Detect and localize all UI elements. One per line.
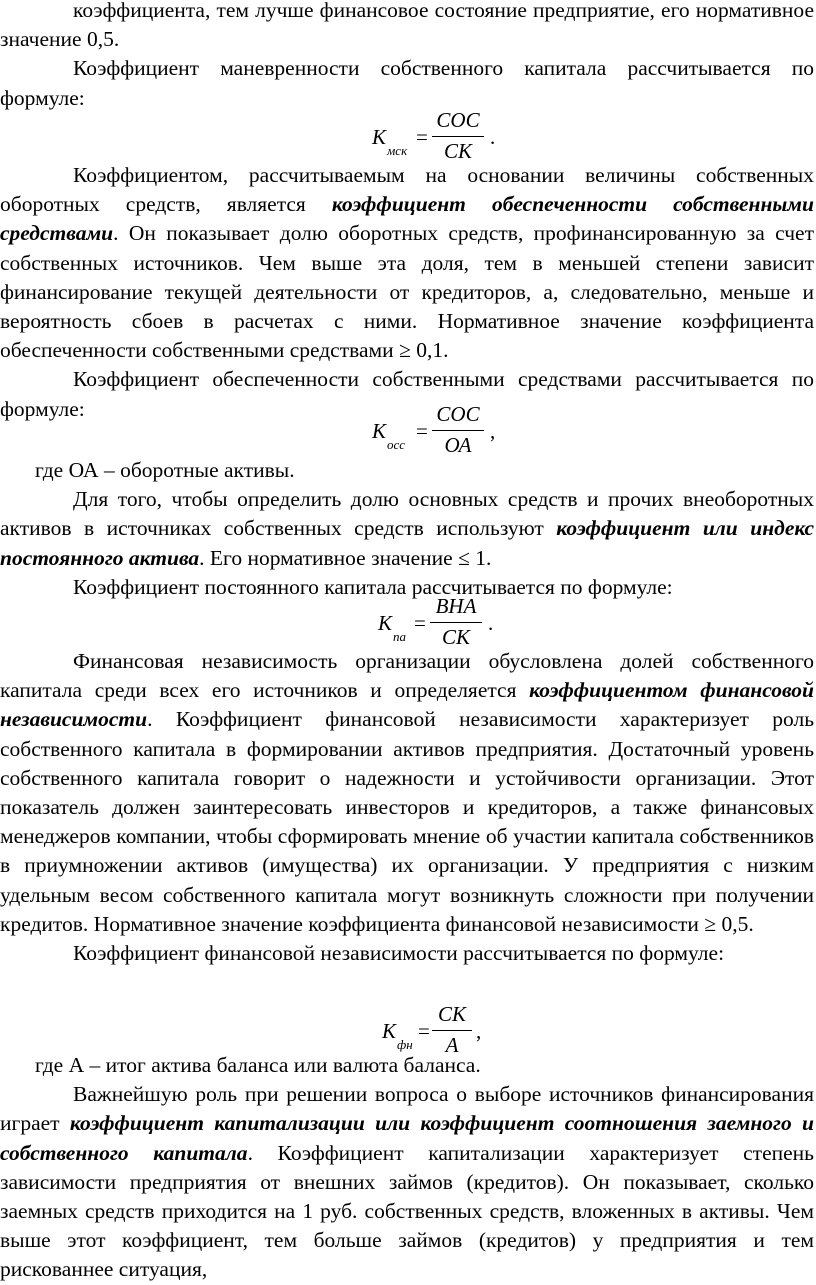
formula-numerator: ВНА [435,594,477,618]
formula-punctuation: , [476,1019,482,1043]
formula-equals: = [418,1019,430,1043]
formula-symbol: К [378,611,392,635]
formula-punctuation: . [488,611,494,635]
formula-numerator: СОС [436,402,480,426]
formula-punctuation: , [490,419,496,443]
paragraph-capitalization: Важнейшую роль при решении вопроса о выборе источников финансирования играет коэффициент капитализации или коэффициент соотношения заемного и собственного капитала. Коэффициент капитализации характеризует степень зависимости предприятия от внешних займов (кредитов). Он показывает, сколько заемных средств приходится на 1 руб. собственных средств, вложенных в активы. Чем выше этот коэффициент, тем больше займов (кредитов) у предприятия и тем рискованнее ситуация, [0,1082,814,1282]
term-permanent-asset: коэффициент или индекс постоянного актива [0,516,814,570]
text-block-4 [0,647,814,968]
formula-symbol: К [372,419,386,443]
text-block-3 [0,456,814,602]
formula-punctuation: . [490,125,496,149]
formula-equals: = [416,125,428,149]
paragraph-maneuverability-intro: Коэффициент маневренности собственного капитала рассчитывается по формуле: [0,56,814,110]
text-block-1 [0,0,814,113]
term-security-ratio: коэффициент обеспеченности собственными средствами [0,192,814,246]
formula-symbol: К [382,1019,396,1043]
paragraph-security-ratio: Коэффициентом, рассчитываемым на основании величины собственных оборотных средств, является коэффициент обеспеченности собственными средствами. Он показывает долю оборотных средств, профинансированную за счет собственных источников. Чем выше эта доля, тем в меньшей степени зависит финансирование текущей деятельности от кредиторов, а, следовательно, меньше и вероятность сбоев в расчетах с ними. Нормативное значение коэффициента обеспеченности собственными средствами ≥ 0,1. [0,163,814,363]
formula-equals: = [414,611,426,635]
formula-denominator: СК [444,139,472,163]
paragraph-security-formula-intro: Коэффициент обеспеченности собственными средствами рассчитывается по формуле: [0,367,814,421]
formula-numerator: СОС [436,108,480,132]
formula-numerator: СК [438,1002,466,1026]
text-block-2 [0,161,814,424]
formula-denominator: ОА [444,433,472,457]
term-capitalization: коэффициент капитализации или коэффициент соотношения заемного и собственного капитала [0,1111,814,1165]
paragraph-financial-independence: Финансовая независимость организации обусловлена долей собственного капитала среди всех его источников и определяется коэффициентом финансовой независимости. Коэффициент финансовой независимости характеризует роль собственного капитала в формировании активов предприятия. Достаточный уровень собственного капитала говорит о надежности и устойчивости организации. Этот показатель должен заинтересовать инвесторов и кредиторов, а также финансовых менеджеров компании, чтобы сформировать мнение об участии капитала собственников в приумножении активов (имущества) их организации. У предприятия с низким удельным весом собственного капитала могут возникнуть сложности при получении кредитов. Нормативное значение коэффициента финансовой независимости ≥ 0,5. [0,649,814,936]
formula-maneuverability [372,106,502,166]
text-block-5 [0,1051,814,1285]
term-financial-independence: коэффициентом финансовой независимости [0,678,814,732]
formula-permanent-asset [378,592,508,652]
formula-equals: = [416,419,428,443]
formula-denominator: СК [442,625,470,649]
formula-denominator: А [445,1033,459,1057]
formula-symbol: К [372,125,386,149]
formula-subscript: осс [387,437,406,452]
formula-subscript: па [393,629,406,644]
formula-security [372,400,502,460]
formula-subscript: фн [397,1037,413,1052]
paragraph-independence-formula-intro: Коэффициент финансовой независимости рассчитывается по формуле: [73,941,725,966]
paragraph-a-definition: где А – итог актива баланса или валюта баланса. [35,1053,481,1077]
paragraph-oa-definition: где ОА – оборотные активы. [35,458,295,482]
paragraph-permanent-asset: Для того, чтобы определить долю основных средств и прочих внеоборотных активов в источниках собственных средств используют коэффициент или индекс постоянного актива. Его нормативное значение ≤ 1. [0,487,814,570]
paragraph-permanent-formula-intro: Коэффициент постоянного капитала рассчитывается по формуле: [73,574,673,599]
paragraph-continuation: коэффициента, тем лучше финансовое состояние предприятие, его нормативное значение 0,5. [0,0,814,52]
formula-subscript: мск [387,143,408,158]
